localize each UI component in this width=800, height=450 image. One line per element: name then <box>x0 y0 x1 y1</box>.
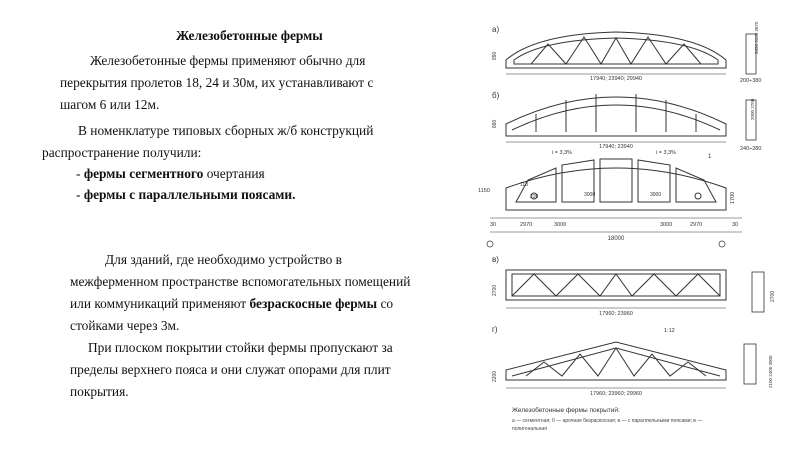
figure-caption-title: Железобетонные фермы покрытий: <box>512 407 620 414</box>
truss-b-height: 890 <box>492 119 498 128</box>
bullet-prefix: - <box>76 187 84 202</box>
detail-dim-2970-right: 2970 <box>690 222 703 228</box>
figure-caption-line-1: а — сегментная; б — арочная безраскосная; в — с параллельными поясами; в — <box>512 418 703 424</box>
detail-dim-3000-left: 3000 <box>554 222 567 228</box>
truss-b-section-dims: 2000 2700 <box>750 98 755 120</box>
detail-dim-2970-left: 2970 <box>520 222 533 228</box>
paragraph-4-line-3: покрытия. <box>70 384 129 399</box>
truss-detail-drawing <box>506 159 726 210</box>
paragraph-3-line-3 <box>70 293 455 315</box>
detail-slope-left: i = 3,3% <box>552 150 573 156</box>
paragraph-3-line-4: стойками через 3м. <box>70 318 180 333</box>
detail-overall: 18000 <box>607 236 625 242</box>
truss-v-span: 17960; 23960 <box>599 311 633 317</box>
label-v: в) <box>492 255 499 264</box>
truss-a-height: 890 <box>492 51 498 60</box>
truss-v-section-dims: 2700 <box>770 290 776 302</box>
truss-g-drawing <box>506 342 726 380</box>
detail-inner-4: 3000 <box>650 192 662 198</box>
bullet-bold-text: фермы с параллельными поясами. <box>83 187 296 202</box>
bullet-segment-truss <box>76 163 265 185</box>
detail-label-1: 1 <box>708 154 712 160</box>
detail-left-height: 1150 <box>478 188 490 194</box>
truss-figure <box>476 20 796 440</box>
truss-v-height: 2700 <box>492 284 498 296</box>
truss-v-drawing <box>506 270 726 300</box>
detail-axis-left <box>487 241 493 247</box>
label-a: а) <box>492 25 500 34</box>
paragraph-1-line-2: перекрытия пролетов 18, 24 и 30м, их устанавливают с <box>60 75 374 90</box>
truss-a-support: 200÷380 <box>740 78 762 84</box>
detail-dim-3000-right: 3000 <box>660 222 673 228</box>
label-g: г) <box>492 325 498 334</box>
paragraph-4-line-2: пределы верхнего пояса и они служат опорами для плит <box>70 362 391 377</box>
detail-slope-right: i = 3,3% <box>656 150 677 156</box>
truss-b-drawing <box>506 94 726 136</box>
paragraph-4-line-1: При плоском покрытии стойки фермы пропускают за <box>88 340 393 355</box>
truss-b-span: 17940; 23940 <box>599 144 633 150</box>
truss-g-section-dims: 2100 2400 3000 <box>768 355 773 388</box>
truss-g-height: 2200 <box>492 370 498 382</box>
truss-g-slope: 1:12 <box>664 328 675 334</box>
paragraph-1-line-3: шагом 6 или 12м. <box>60 97 160 112</box>
truss-b-support: 240÷280 <box>740 146 762 152</box>
bullet-rest-text: очертания <box>203 166 265 181</box>
truss-a-section-dims: 2630 3130 3875 <box>754 21 759 54</box>
truss-a-drawing <box>506 32 726 68</box>
bullet-parallel-truss <box>76 184 295 206</box>
document-title: Железобетонные фермы <box>176 28 323 43</box>
detail-inner-3: 3000 <box>584 192 596 198</box>
para3-text-pre: или коммуникаций применяют <box>70 296 250 311</box>
detail-inner-2: 220 <box>530 194 539 200</box>
label-b: б) <box>492 91 500 100</box>
truss-g-span: 17960; 23960; 29960 <box>590 391 642 397</box>
para3-text-post: со <box>377 296 394 311</box>
truss-a-span: 17940; 23940; 29940 <box>590 76 642 82</box>
detail-right-30: 30 <box>732 222 739 228</box>
truss-g-section <box>744 344 756 384</box>
paragraph-1-line-1: Железобетонные фермы применяют обычно для <box>90 53 366 68</box>
detail-inner-1: 110 <box>520 182 528 188</box>
para3-bold-text: безраскосные фермы <box>249 296 378 311</box>
paragraph-2-line-2: распространение получили: <box>42 145 202 160</box>
bullet-bold-text: фермы сегментного <box>83 166 204 181</box>
detail-right-height: 1700 <box>730 191 736 204</box>
figure-caption-line-2: полигональная <box>512 426 547 432</box>
paragraph-3-line-1: Для зданий, где необходимо устройство в <box>105 252 342 267</box>
detail-axis-right <box>719 241 725 247</box>
detail-left-30: 30 <box>490 222 497 228</box>
paragraph-3-line-2: межферменном пространстве вспомогательных помещений <box>70 274 411 289</box>
truss-v-section <box>752 272 764 312</box>
paragraph-2-line-1: В номенклатуре типовых сборных ж/б конструкций <box>78 123 374 138</box>
bullet-prefix: - <box>76 166 84 181</box>
